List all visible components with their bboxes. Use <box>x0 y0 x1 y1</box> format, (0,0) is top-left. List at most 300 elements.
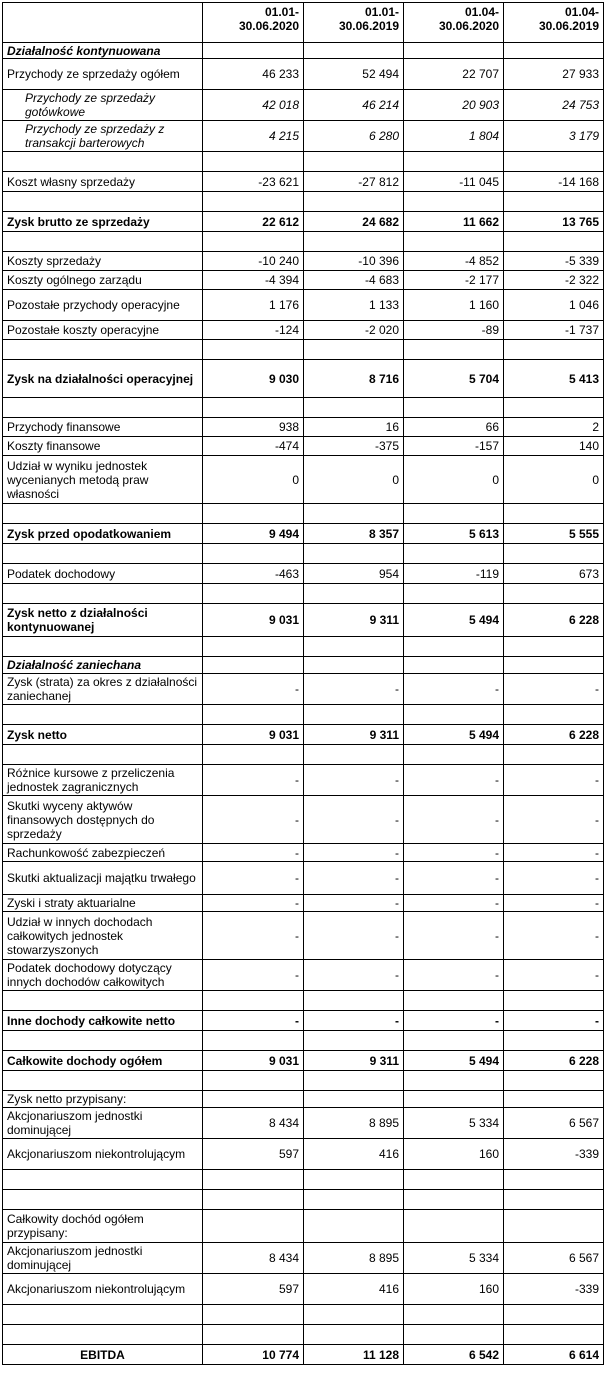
row-value-period-3: 20 903 <box>404 90 504 121</box>
row-value-period-3 <box>404 192 504 212</box>
table-row <box>3 172 604 192</box>
row-value-period-2 <box>304 43 404 59</box>
row-value-period-1: 597 <box>203 1274 304 1305</box>
row-value-period-2: 416 <box>304 1139 404 1170</box>
row-value-period-4 <box>504 1190 604 1210</box>
row-value-period-1: -463 <box>203 564 304 584</box>
row-value-period-1: 1 176 <box>203 290 304 321</box>
row-value-period-3: - <box>404 765 504 796</box>
row-value-period-2: - <box>304 765 404 796</box>
row-value-period-3: 5 334 <box>404 1108 504 1139</box>
table-row <box>3 271 604 290</box>
row-value-period-4: - <box>504 796 604 844</box>
spacer-row <box>3 991 604 1011</box>
row-value-period-3 <box>404 584 504 604</box>
row-value-period-4: 5 413 <box>504 360 604 398</box>
row-value-period-1: - <box>203 844 304 862</box>
row-value-period-1: - <box>203 960 304 991</box>
row-value-period-3: - <box>404 912 504 960</box>
row-value-period-4 <box>504 1325 604 1345</box>
row-value-period-2: 8 895 <box>304 1108 404 1139</box>
row-label <box>3 1190 203 1210</box>
row-value-period-2: 16 <box>304 418 404 437</box>
table-row <box>3 121 604 152</box>
row-value-period-1 <box>203 705 304 725</box>
row-label: Inne dochody całkowite netto <box>3 1011 203 1031</box>
row-value-period-4: 6 228 <box>504 1051 604 1071</box>
row-value-period-2 <box>304 1170 404 1190</box>
row-label <box>3 991 203 1011</box>
table-row <box>3 90 604 121</box>
row-value-period-2 <box>304 1031 404 1051</box>
row-value-period-3: - <box>404 895 504 912</box>
row-value-period-4: - <box>504 895 604 912</box>
row-value-period-4: -5 339 <box>504 252 604 271</box>
row-value-period-1: 10 774 <box>203 1345 304 1365</box>
spacer-row <box>3 1031 604 1051</box>
row-value-period-3: -119 <box>404 564 504 584</box>
row-label: Rachunkowość zabezpieczeń <box>3 844 203 862</box>
row-value-period-3: 11 662 <box>404 212 504 232</box>
row-value-period-2: 0 <box>304 456 404 504</box>
row-value-period-3: -4 852 <box>404 252 504 271</box>
row-value-period-4: 3 179 <box>504 121 604 152</box>
row-value-period-2 <box>304 991 404 1011</box>
row-value-period-1: -10 240 <box>203 252 304 271</box>
row-value-period-3 <box>404 152 504 172</box>
row-value-period-2: 11 128 <box>304 1345 404 1365</box>
row-value-period-2: - <box>304 960 404 991</box>
row-value-period-1 <box>203 1071 304 1091</box>
row-value-period-4 <box>504 152 604 172</box>
row-label <box>3 1031 203 1051</box>
row-value-period-3: 22 707 <box>404 59 504 90</box>
row-label: Udział w wyniku jednostek wycenianych metodą praw własności <box>3 456 203 504</box>
row-value-period-3: 66 <box>404 418 504 437</box>
row-label <box>3 340 203 360</box>
row-value-period-2 <box>304 1091 404 1108</box>
period-4-end: 30.06.2019 <box>538 19 599 33</box>
row-label: Zysk netto przypisany: <box>3 1091 203 1108</box>
row-value-period-3: 1 804 <box>404 121 504 152</box>
row-value-period-1: 9 494 <box>203 524 304 544</box>
row-value-period-3 <box>404 43 504 59</box>
row-label: Przychody ze sprzedaży z transakcji barterowych <box>3 121 203 152</box>
row-label: Koszt własny sprzedaży <box>3 172 203 192</box>
row-label <box>3 544 203 564</box>
row-value-period-3: 5 494 <box>404 725 504 745</box>
row-label: Działalność kontynuowana <box>3 43 203 59</box>
row-value-period-1 <box>203 544 304 564</box>
row-value-period-2: - <box>304 912 404 960</box>
table-row <box>3 1139 604 1170</box>
header-period-1 <box>203 3 304 43</box>
row-value-period-3: 0 <box>404 456 504 504</box>
row-value-period-2 <box>304 1305 404 1325</box>
row-value-period-2: 9 311 <box>304 1051 404 1071</box>
row-value-period-1 <box>203 1210 304 1243</box>
row-value-period-2: 9 311 <box>304 604 404 637</box>
row-value-period-4 <box>504 1170 604 1190</box>
row-value-period-4: 13 765 <box>504 212 604 232</box>
row-label: Pozostałe przychody operacyjne <box>3 290 203 321</box>
row-value-period-1 <box>203 1305 304 1325</box>
row-value-period-4 <box>504 1091 604 1108</box>
row-label <box>3 637 203 657</box>
row-value-period-3 <box>404 1210 504 1243</box>
row-value-period-3 <box>404 398 504 418</box>
row-label <box>3 1071 203 1091</box>
row-value-period-1: - <box>203 862 304 895</box>
row-label: Podatek dochodowy dotyczący innych dochodów całkowitych <box>3 960 203 991</box>
row-value-period-3: 6 542 <box>404 1345 504 1365</box>
period-3-start: 01.04- <box>464 5 499 19</box>
row-value-period-2: -10 396 <box>304 252 404 271</box>
row-value-period-4: - <box>504 765 604 796</box>
row-label <box>3 584 203 604</box>
table-row <box>3 912 604 960</box>
row-value-period-3 <box>404 1091 504 1108</box>
row-label <box>3 1305 203 1325</box>
row-value-period-4: - <box>504 862 604 895</box>
row-value-period-4: 6 228 <box>504 725 604 745</box>
period-1-start: 01.01- <box>264 5 299 19</box>
spacer-row <box>3 745 604 765</box>
row-value-period-2: -4 683 <box>304 271 404 290</box>
row-value-period-1 <box>203 1325 304 1345</box>
period-4-start: 01.04- <box>564 5 599 19</box>
row-label: Udział w innych dochodach całkowitych jednostek stowarzyszonych <box>3 912 203 960</box>
row-value-period-1 <box>203 1091 304 1108</box>
table-row <box>3 1210 604 1243</box>
row-value-period-3 <box>404 1190 504 1210</box>
income-statement-table <box>2 2 604 1365</box>
row-value-period-2 <box>304 705 404 725</box>
row-value-period-2 <box>304 1071 404 1091</box>
row-label: Przychody ze sprzedaży gotówkowe <box>3 90 203 121</box>
row-value-period-3 <box>404 232 504 252</box>
row-value-period-3: -2 177 <box>404 271 504 290</box>
row-value-period-4 <box>504 745 604 765</box>
row-value-period-2 <box>304 232 404 252</box>
row-value-period-3: 5 494 <box>404 1051 504 1071</box>
row-value-period-3: - <box>404 862 504 895</box>
row-label: Podatek dochodowy <box>3 564 203 584</box>
row-value-period-4: 5 555 <box>504 524 604 544</box>
row-value-period-4: 6 614 <box>504 1345 604 1365</box>
row-value-period-2: 8 357 <box>304 524 404 544</box>
row-label: Całkowity dochód ogółem przypisany: <box>3 1210 203 1243</box>
row-value-period-2: 52 494 <box>304 59 404 90</box>
spacer-row <box>3 504 604 524</box>
row-value-period-4: 24 753 <box>504 90 604 121</box>
row-label: Zyski i straty aktuarialne <box>3 895 203 912</box>
row-label: Skutki wyceny aktywów finansowych dostępnych do sprzedaży <box>3 796 203 844</box>
header-period-3 <box>404 3 504 43</box>
row-value-period-2: 8 895 <box>304 1243 404 1274</box>
row-value-period-4: 1 046 <box>504 290 604 321</box>
row-value-period-3 <box>404 340 504 360</box>
row-label: EBITDA <box>3 1345 203 1365</box>
row-value-period-4 <box>504 991 604 1011</box>
row-value-period-4 <box>504 1071 604 1091</box>
row-value-period-2: 1 133 <box>304 290 404 321</box>
row-value-period-1: 9 030 <box>203 360 304 398</box>
table-row <box>3 43 604 59</box>
row-value-period-3 <box>404 1170 504 1190</box>
row-value-period-1 <box>203 398 304 418</box>
row-value-period-4 <box>504 192 604 212</box>
row-value-period-4: - <box>504 674 604 705</box>
row-value-period-1: 8 434 <box>203 1108 304 1139</box>
row-value-period-4 <box>504 340 604 360</box>
row-value-period-2: -2 020 <box>304 321 404 340</box>
row-value-period-1: 0 <box>203 456 304 504</box>
spacer-row <box>3 1190 604 1210</box>
row-label: Różnice kursowe z przeliczenia jednostek zagranicznych <box>3 765 203 796</box>
row-label: Zysk netto z działalności kontynuowanej <box>3 604 203 637</box>
row-label: Przychody finansowe <box>3 418 203 437</box>
row-value-period-3 <box>404 1305 504 1325</box>
row-label: Akcjonariuszom jednostki dominującej <box>3 1108 203 1139</box>
table-row <box>3 418 604 437</box>
row-value-period-4 <box>504 398 604 418</box>
row-value-period-3 <box>404 1071 504 1091</box>
row-value-period-1: -23 621 <box>203 172 304 192</box>
row-value-period-1 <box>203 1190 304 1210</box>
row-label: Koszty finansowe <box>3 437 203 456</box>
row-value-period-2 <box>304 657 404 674</box>
row-value-period-1: 4 215 <box>203 121 304 152</box>
row-value-period-4: -339 <box>504 1139 604 1170</box>
table-row <box>3 895 604 912</box>
period-2-end: 30.06.2019 <box>338 19 399 33</box>
row-value-period-2: - <box>304 844 404 862</box>
row-value-period-3 <box>404 745 504 765</box>
row-label <box>3 1325 203 1345</box>
row-value-period-4: - <box>504 912 604 960</box>
table-row <box>3 212 604 232</box>
row-value-period-4 <box>504 544 604 564</box>
table-row <box>3 796 604 844</box>
row-value-period-4 <box>504 1210 604 1243</box>
row-value-period-2 <box>304 1325 404 1345</box>
row-value-period-4: - <box>504 844 604 862</box>
header-corner-cell <box>3 3 203 43</box>
row-value-period-1 <box>203 152 304 172</box>
row-value-period-4: 6 228 <box>504 604 604 637</box>
row-label <box>3 504 203 524</box>
row-value-period-3 <box>404 1031 504 1051</box>
row-value-period-1: -474 <box>203 437 304 456</box>
table-row <box>3 321 604 340</box>
table-row <box>3 1091 604 1108</box>
row-value-period-1: - <box>203 796 304 844</box>
row-value-period-1 <box>203 657 304 674</box>
table-row <box>3 1108 604 1139</box>
row-value-period-2: 8 716 <box>304 360 404 398</box>
row-value-period-4: -1 737 <box>504 321 604 340</box>
row-value-period-4: 6 567 <box>504 1243 604 1274</box>
table-row <box>3 1345 604 1365</box>
table-row <box>3 960 604 991</box>
row-value-period-4 <box>504 637 604 657</box>
table-row <box>3 252 604 271</box>
row-value-period-3: 160 <box>404 1274 504 1305</box>
row-value-period-1 <box>203 1031 304 1051</box>
row-value-period-1: 938 <box>203 418 304 437</box>
table-row <box>3 524 604 544</box>
period-3-end: 30.06.2020 <box>438 19 499 33</box>
row-value-period-3 <box>404 637 504 657</box>
row-value-period-1: - <box>203 674 304 705</box>
spacer-row <box>3 340 604 360</box>
row-value-period-4: 673 <box>504 564 604 584</box>
table-row <box>3 360 604 398</box>
row-value-period-2 <box>304 584 404 604</box>
table-row <box>3 674 604 705</box>
table-row <box>3 765 604 796</box>
table-body <box>3 43 604 1365</box>
spacer-row <box>3 1305 604 1325</box>
row-value-period-1: 22 612 <box>203 212 304 232</box>
table-row <box>3 604 604 637</box>
row-value-period-1 <box>203 1170 304 1190</box>
row-value-period-3: 5 704 <box>404 360 504 398</box>
row-value-period-3: -89 <box>404 321 504 340</box>
row-value-period-4 <box>504 657 604 674</box>
table-row <box>3 657 604 674</box>
row-value-period-4: 27 933 <box>504 59 604 90</box>
row-value-period-2: 24 682 <box>304 212 404 232</box>
row-value-period-2: - <box>304 895 404 912</box>
row-value-period-4: 2 <box>504 418 604 437</box>
row-label: Zysk netto <box>3 725 203 745</box>
row-value-period-4 <box>504 43 604 59</box>
spacer-row <box>3 398 604 418</box>
row-value-period-2: - <box>304 1011 404 1031</box>
spacer-row <box>3 637 604 657</box>
row-value-period-3 <box>404 1325 504 1345</box>
spacer-row <box>3 544 604 564</box>
spacer-row <box>3 192 604 212</box>
row-value-period-3 <box>404 657 504 674</box>
row-value-period-4 <box>504 584 604 604</box>
row-value-period-1: 42 018 <box>203 90 304 121</box>
row-label <box>3 232 203 252</box>
row-value-period-2: 46 214 <box>304 90 404 121</box>
row-value-period-2: - <box>304 796 404 844</box>
row-value-period-2 <box>304 745 404 765</box>
spacer-row <box>3 1170 604 1190</box>
row-label: Akcjonariuszom jednostki dominującej <box>3 1243 203 1274</box>
row-label: Zysk przed opodatkowaniem <box>3 524 203 544</box>
table-row <box>3 59 604 90</box>
row-value-period-2: -27 812 <box>304 172 404 192</box>
row-label: Całkowite dochody ogółem <box>3 1051 203 1071</box>
row-value-period-1: -124 <box>203 321 304 340</box>
row-value-period-4 <box>504 1031 604 1051</box>
row-value-period-1: 9 031 <box>203 725 304 745</box>
row-value-period-1 <box>203 192 304 212</box>
row-value-period-1 <box>203 232 304 252</box>
row-value-period-2: - <box>304 862 404 895</box>
period-2-start: 01.01- <box>364 5 399 19</box>
row-value-period-3 <box>404 504 504 524</box>
row-value-period-1 <box>203 991 304 1011</box>
row-value-period-3: 160 <box>404 1139 504 1170</box>
row-value-period-1 <box>203 745 304 765</box>
row-value-period-1: - <box>203 895 304 912</box>
row-value-period-1: 8 434 <box>203 1243 304 1274</box>
spacer-row <box>3 705 604 725</box>
row-value-period-2 <box>304 192 404 212</box>
row-value-period-4: - <box>504 1011 604 1031</box>
row-value-period-3 <box>404 705 504 725</box>
row-label: Zysk (strata) za okres z działalności zaniechanej <box>3 674 203 705</box>
row-label: Zysk na działalności operacyjnej <box>3 360 203 398</box>
row-value-period-2 <box>304 504 404 524</box>
table-row <box>3 725 604 745</box>
spacer-row <box>3 1071 604 1091</box>
row-value-period-3: - <box>404 844 504 862</box>
row-label <box>3 398 203 418</box>
period-1-end: 30.06.2020 <box>238 19 299 33</box>
row-label: Koszty ogólnego zarządu <box>3 271 203 290</box>
row-label <box>3 745 203 765</box>
table-row <box>3 844 604 862</box>
table-row <box>3 1274 604 1305</box>
row-value-period-4 <box>504 504 604 524</box>
row-label <box>3 192 203 212</box>
row-value-period-2: 416 <box>304 1274 404 1305</box>
row-value-period-3: - <box>404 674 504 705</box>
table-row <box>3 1011 604 1031</box>
row-label: Skutki aktualizacji majątku trwałego <box>3 862 203 895</box>
row-value-period-2: 954 <box>304 564 404 584</box>
row-value-period-3: 1 160 <box>404 290 504 321</box>
row-value-period-2 <box>304 1210 404 1243</box>
row-value-period-2 <box>304 398 404 418</box>
row-value-period-1 <box>203 43 304 59</box>
table-row <box>3 456 604 504</box>
row-value-period-2 <box>304 544 404 564</box>
row-value-period-3: 5 334 <box>404 1243 504 1274</box>
spacer-row <box>3 232 604 252</box>
row-value-period-4: 140 <box>504 437 604 456</box>
row-value-period-2: 6 280 <box>304 121 404 152</box>
row-value-period-3: -157 <box>404 437 504 456</box>
row-label: Akcjonariuszom niekontrolującym <box>3 1139 203 1170</box>
row-value-period-4 <box>504 705 604 725</box>
row-value-period-1: - <box>203 1011 304 1031</box>
row-value-period-2 <box>304 637 404 657</box>
row-value-period-1: - <box>203 912 304 960</box>
row-value-period-3: -11 045 <box>404 172 504 192</box>
row-value-period-2: -375 <box>304 437 404 456</box>
row-value-period-2 <box>304 152 404 172</box>
row-label <box>3 705 203 725</box>
row-value-period-3: 5 613 <box>404 524 504 544</box>
table-row <box>3 437 604 456</box>
table-row <box>3 290 604 321</box>
row-value-period-1 <box>203 637 304 657</box>
row-value-period-3: - <box>404 1011 504 1031</box>
row-label <box>3 1170 203 1190</box>
row-value-period-1 <box>203 340 304 360</box>
row-value-period-4: -339 <box>504 1274 604 1305</box>
row-value-period-1: 9 031 <box>203 604 304 637</box>
